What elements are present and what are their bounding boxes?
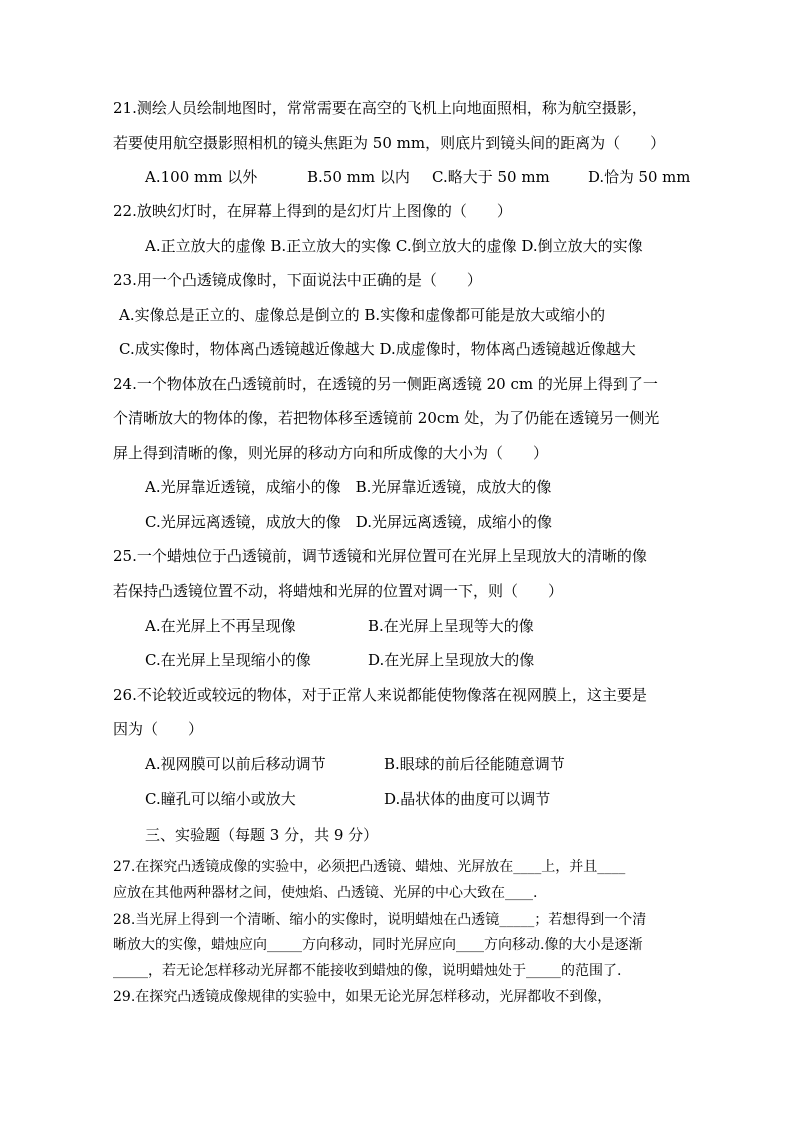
q29-line1: 29.在探究凸透镜成像规律的实验中，如果无论光屏怎样移动，光屏都收不到像， <box>113 989 612 1005</box>
q26-option-b: B.眼球的前后径能随意调节 <box>384 755 565 773</box>
q25-line1: 25.一个蜡烛位于凸透镜前，调节透镜和光屏位置可在光屏上呈现放大的清晰的像 <box>113 547 647 565</box>
q22-options: A.正立放大的虚像 B.正立放大的实像 C.倒立放大的虚像 D.倒立放大的实像 <box>145 237 643 255</box>
q25-option-a: A.在光屏上不再呈现像 <box>145 617 296 635</box>
q21-line2: 若要使用航空摄影照相机的镜头焦距为 50 mm，则底片到镜头间的距离为（ ） <box>113 134 666 152</box>
q25-option-d: D.在光屏上呈现放大的像 <box>368 651 535 669</box>
q26-option-c: C.瞳孔可以缩小或放大 <box>145 790 296 808</box>
section-heading-experiments: 三、实验题（每题 3 分，共 9 分） <box>145 826 379 844</box>
q26-option-d: D.晶状体的曲度可以调节 <box>384 790 551 808</box>
q26-line1: 26.不论较近或较远的物体，对于正常人来说都能使物像落在视网膜上，这主要是 <box>113 686 647 704</box>
q28-line2: 晰放大的实像，蜡烛应向_____方向移动，同时光屏应向____方向移动.像的大小是逐渐 <box>113 937 643 953</box>
q27-line2: 应放在其他两种器材之间，使烛焰、凸透镜、光屏的中心大致在____. <box>113 885 538 901</box>
q25-option-c: C.在光屏上呈现缩小的像 <box>145 651 311 669</box>
q27-line1: 27.在探究凸透镜成像的实验中，必须把凸透镜、蜡烛、光屏放在____上，并且____ <box>113 859 626 875</box>
q23-line1: 23.用一个凸透镜成像时，下面说法中正确的是（ ） <box>113 271 482 289</box>
q25-option-b: B.在光屏上呈现等大的像 <box>368 617 534 635</box>
q26-option-a: A.视网膜可以前后移动调节 <box>145 755 326 773</box>
q24-line1: 24.一个物体放在凸透镜前时，在透镜的另一侧距离透镜 20 cm 的光屏上得到了一 <box>113 375 658 393</box>
q24-line3: 屏上得到清晰的像，则光屏的移动方向和所成像的大小为（ ） <box>113 444 549 462</box>
q23-options-line2: C.成实像时，物体离凸透镜越近像越大 D.成虚像时，物体离凸透镜越近像越大 <box>119 340 636 358</box>
q21-option-b: B.50 mm 以内 <box>307 168 410 186</box>
q21-option-a: A.100 mm 以外 <box>145 168 258 186</box>
q25-line2: 若保持凸透镜位置不动，将蜡烛和光屏的位置对调一下，则（ ） <box>113 582 564 600</box>
q28-line1: 28.当光屏上得到一个清晰、缩小的实像时，说明蜡烛在凸透镜_____；若想得到一个清 <box>113 912 647 928</box>
q26-line2: 因为（ ） <box>113 720 204 738</box>
q22-line1: 22.放映幻灯时，在屏幕上得到的是幻灯片上图像的（ ） <box>113 202 512 220</box>
q28-line3: _____，若无论怎样移动光屏都不能接收到蜡烛的像，说明蜡烛处于_____的范围了. <box>113 963 622 979</box>
q24-line2: 个清晰放大的物体的像，若把物体移至透镜前 20cm 处，为了仍能在透镜另一侧光 <box>113 409 660 427</box>
q23-options-line1: A.实像总是正立的、虚像总是倒立的 B.实像和虚像都可能是放大或缩小的 <box>119 306 606 324</box>
q24-options-line2: C.光屏远离透镜，成放大的像 D.光屏远离透镜，成缩小的像 <box>145 513 552 531</box>
q21-option-d: D.恰为 50 mm <box>588 168 691 186</box>
q21-line1: 21.测绘人员绘制地图时，常常需要在高空的飞机上向地面照相，称为航空摄影， <box>113 99 647 117</box>
q21-option-c: C.略大于 50 mm <box>432 168 550 186</box>
q24-options-line1: A.光屏靠近透镜，成缩小的像 B.光屏靠近透镜，成放大的像 <box>145 478 552 496</box>
